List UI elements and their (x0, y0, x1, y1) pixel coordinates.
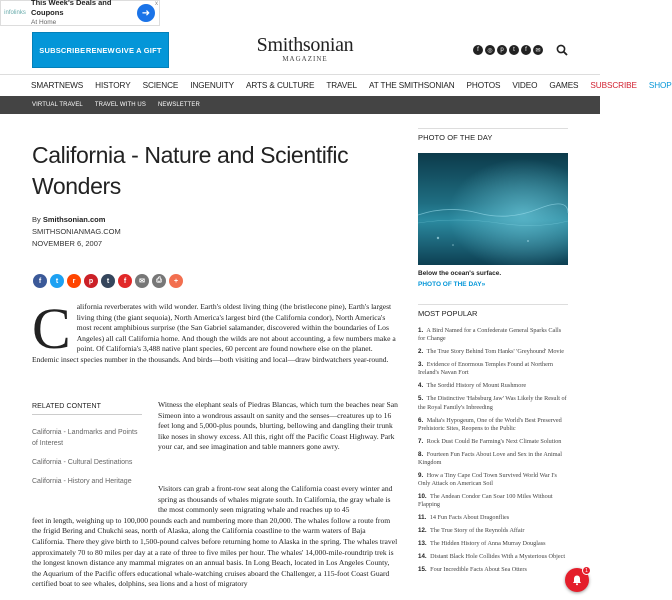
popular-item[interactable] (418, 540, 568, 548)
popular-item-number: 3. (418, 361, 424, 369)
notification-bell-button[interactable] (565, 568, 589, 592)
nav-history[interactable]: HISTORY (95, 81, 131, 90)
popular-item[interactable] (418, 382, 568, 390)
popular-item[interactable] (418, 451, 568, 467)
notification-badge: 1 (582, 566, 591, 575)
dropcap: C (32, 296, 71, 361)
subscribe-link[interactable]: SUBSCRIBE (39, 45, 86, 55)
pinterest-share-icon[interactable]: p (84, 274, 98, 288)
main-nav (0, 74, 672, 96)
search-icon[interactable] (556, 44, 568, 56)
nav-video[interactable]: VIDEO (512, 81, 538, 90)
popular-item[interactable] (418, 327, 568, 343)
flipboard-share-icon[interactable]: f (118, 274, 132, 288)
popular-item[interactable] (418, 493, 568, 509)
byline (32, 214, 121, 250)
print-share-icon[interactable]: ⎙ (152, 274, 166, 288)
email-share-icon[interactable]: ✉ (135, 274, 149, 288)
popular-item-title[interactable]: The Distinctive 'Habsburg Jaw' Was Likely the Result of the Royal Family's Inbreeding (418, 395, 567, 411)
article-source: SMITHSONIANMAG.COM (32, 227, 121, 236)
top-ad-banner[interactable] (0, 0, 160, 26)
popular-item-number: 6. (418, 416, 424, 424)
popular-item-title[interactable]: Rock Dust Could Be Farming's Next Climate Solution (426, 437, 562, 445)
popular-item-title[interactable]: How a Tiny Cape Cod Town Survived World War I's Only Attack on American Soil (418, 472, 557, 488)
related-link-3[interactable]: California - History and Heritage (32, 478, 132, 485)
popular-item-number: 15. (418, 566, 427, 574)
popular-item[interactable] (418, 566, 568, 574)
nav-ingenuity[interactable]: INGENUITY (190, 81, 234, 90)
popular-item-title[interactable]: The Sordid History of Mount Rushmore (426, 382, 527, 390)
related-link-1[interactable]: California - Landmarks and Points of Interest (32, 429, 138, 447)
reddit-share-icon[interactable]: r (67, 274, 81, 288)
subnav-travel-with-us[interactable]: TRAVEL WITH US (94, 102, 146, 108)
popular-item[interactable] (418, 438, 568, 446)
popular-item-title[interactable]: The True Story Behind Tom Hanks' 'Greyhound' Movie (426, 348, 564, 356)
article-paragraph-3 (32, 484, 398, 590)
paragraph-3-lead: Visitors can grab a front-row seat along the California coast every winter and spring as thousands of whales migrate south. In California, the gray whale is the most commonly seen migrating whale and reaches up to 45 (158, 484, 393, 515)
twitter-share-icon[interactable]: t (50, 274, 64, 288)
popular-item-number: 2. (418, 348, 424, 356)
more-share-icon[interactable]: + (169, 274, 183, 288)
smithsonian-logo[interactable] (240, 34, 370, 63)
popular-item-title[interactable]: 14 Fun Facts About Dragonflies (429, 514, 510, 522)
related-heading: RELATED CONTENT (32, 403, 142, 415)
popular-item[interactable] (418, 395, 568, 411)
page-title: California - Nature and Scientific Wonders (32, 142, 349, 199)
popular-item[interactable] (418, 361, 568, 377)
popular-item-number: 14. (418, 553, 427, 561)
subnav-virtual-travel[interactable]: VIRTUAL TRAVEL (32, 102, 83, 108)
nav-shop[interactable]: SHOP (648, 81, 672, 90)
facebook-icon[interactable]: f (473, 45, 483, 55)
renew-link[interactable]: RENEW (85, 45, 115, 55)
nav-photos[interactable]: PHOTOS (466, 81, 501, 90)
nav-travel[interactable]: TRAVEL (326, 81, 357, 90)
give-gift-link[interactable]: GIVE A GIFT (115, 45, 162, 55)
popular-item-number: 10. (418, 493, 427, 501)
photo-caption (418, 268, 501, 290)
ad-close-icon[interactable]: x (155, 1, 158, 7)
nav-arts-culture[interactable]: ARTS & CULTURE (245, 81, 315, 90)
popular-item-number: 11. (418, 514, 427, 522)
popular-item-number: 7. (418, 437, 424, 445)
popular-item-title[interactable]: Malta's Hypogeum, One of the World's Best Preserved Prehistoric Sites, Reopens to the Public (418, 416, 562, 432)
social-icons (473, 45, 543, 55)
twitter-icon[interactable]: t (509, 45, 519, 55)
photo-of-the-day-heading: PHOTO OF THE DAY (418, 128, 568, 142)
popular-item-title[interactable]: Distant Black Hole Collides With a Mysterious Object (430, 553, 566, 561)
nav-games[interactable]: GAMES (549, 81, 579, 90)
popular-item[interactable] (418, 348, 568, 356)
popular-item[interactable] (418, 553, 568, 561)
popular-item-number: 4. (418, 382, 424, 390)
nav-smartnews[interactable]: SMARTNEWS (31, 81, 84, 90)
popular-item-title[interactable]: The Hidden History of Anna Murray Douglass (430, 540, 546, 548)
subscribe-box (32, 32, 169, 68)
logo-main: Smithsonian (256, 34, 354, 56)
article-date: NOVEMBER 6, 2007 (32, 239, 103, 248)
popular-item-number: 8. (418, 450, 424, 458)
popular-item-title[interactable]: Four Incredible Facts About Sea Otters (430, 566, 527, 574)
photo-of-the-day-link[interactable]: PHOTO OF THE DAY» (418, 281, 486, 288)
by-prefix: By (32, 215, 41, 224)
popular-item[interactable] (418, 472, 568, 488)
facebook-share-icon[interactable]: f (33, 274, 47, 288)
popular-item-title[interactable]: The Andean Condor Can Soar 100 Miles Without Flapping (418, 493, 553, 509)
popular-item[interactable] (418, 514, 568, 522)
popular-item-number: 12. (418, 527, 427, 535)
article-paragraph-2: Witness the elephant seals of Piedras Blancas, which turn the beaches near San Simeon into a wondrous assault on sanity and the senses—creatures up to 16 feet long and 5,000-plus pounds, blurting, bellowing and dangling their trunk like noses in showy excess. All this, right off the Pacific Coast Highway. Park your car, and see imagination and table manners gone awry. (158, 400, 398, 452)
paragraph-3-rest: feet in length, weighing up to 100,000 pounds each and numbering more than 20,000. The whales follow a route from the frigid Bering and Chukchi seas, north of Alaska, along the California coastline to the warm waters of Baja California. There they give birth to 1,500-pound calves before returning home to Alaska in the spring. The whales travel approximately 70 to 80 miles per day at a rate of three to five miles per hour. The whales' 14,000-mile-roundtrip trek is the longest known distance any mammal migrates on an annual basis. In Long Beach, located in Los Angeles County, the Aquarium of the Pacific offers educational whale-watching cruises aboard the Challenger, a 115-foot Coast Guard certified boat to see whales, dolphins, sea lions and a host of migratory (32, 515, 398, 589)
nav-subscribe[interactable]: SUBSCRIBE (590, 81, 637, 90)
bell-icon (571, 574, 583, 586)
popular-item[interactable] (418, 527, 568, 535)
sub-nav (0, 96, 600, 114)
popular-item[interactable] (418, 417, 568, 433)
nav-at-the-smithsonian[interactable]: AT THE SMITHSONIAN (368, 81, 455, 90)
popular-item-title[interactable]: The True Story of the Reynolds Affair (430, 527, 525, 535)
instagram-icon[interactable]: ◎ (485, 45, 495, 55)
related-link-2[interactable]: California - Cultural Destinations (32, 459, 133, 466)
email-icon[interactable]: ✉ (533, 45, 543, 55)
popular-item-number: 9. (418, 472, 424, 480)
pinterest-icon[interactable]: p (497, 45, 507, 55)
flipboard-icon[interactable]: f (521, 45, 531, 55)
logo-sub: MAGAZINE (282, 55, 328, 63)
popular-item-title[interactable]: A Bird Named for a Confederate General Sparks Calls for Change (418, 327, 562, 343)
ad-logo: infolinks (4, 10, 26, 16)
most-popular-heading: MOST POPULAR (418, 304, 568, 318)
popular-item-number: 13. (418, 540, 427, 548)
paragraph-1-text: alifornia reverberates with wild wonder. Earth's oldest living thing (the bristlecone pine), Earth's largest living thing (the giant sequoia), North America's largest bird (the California condor), North America's most recent amphibious surprise (the San Gabriel salamander, discovered within the boundaries of Los Angeles) all call California home. And though the wilds are not about accounting, a few numbers make a point. Of California's 3,488 native plant species, 60 percent are found nowhere else on the planet. Endemic insect species number in the thousands. And birds—both visiting and local—draw birdwatchers year-round. (32, 302, 396, 364)
popular-item-title[interactable]: Fourteen Fun Facts About Love and Sex in the Animal Kingdom (418, 450, 562, 467)
nav-science[interactable]: SCIENCE (142, 81, 179, 90)
share-bar (33, 274, 183, 288)
subnav-newsletter[interactable]: NEWSLETTER (157, 102, 200, 108)
photo-caption-text: Below the ocean's surface. (418, 270, 502, 277)
ad-arrow-icon[interactable]: ➜ (137, 4, 155, 22)
popular-item-number: 1. (418, 327, 424, 334)
photo-of-the-day-image[interactable] (418, 153, 568, 265)
popular-item-title[interactable]: Evidence of Enormous Temples Found at Northern Ireland's Navan Fort (418, 361, 553, 377)
most-popular-list (418, 327, 568, 579)
author-link[interactable]: Smithsonian.com (42, 215, 106, 224)
ad-title[interactable]: This Week's Deals and Coupons (31, 0, 112, 17)
popular-item-number: 5. (418, 395, 424, 403)
ad-subtitle: At Home (31, 19, 57, 26)
tumblr-share-icon[interactable]: t (101, 274, 115, 288)
related-content (32, 403, 142, 495)
article-paragraph-1 (32, 296, 398, 366)
